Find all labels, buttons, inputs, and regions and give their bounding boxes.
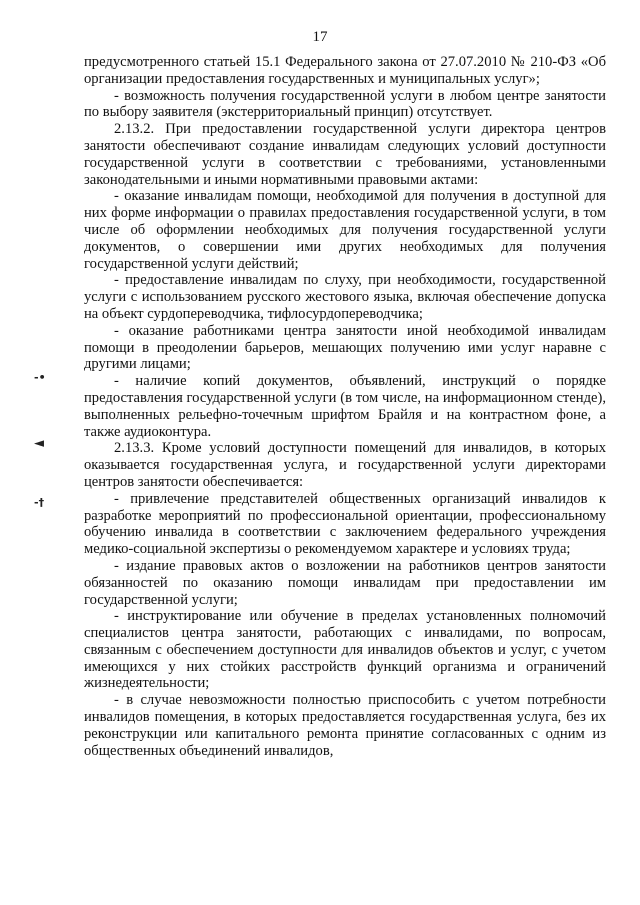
paragraph-barriers: - оказание работниками центра занятости иной необходимой инвалидам помощи в преодолении барьеров, мешающих получению ими услуг наравне с другими лицами; [84, 322, 606, 373]
paragraph-2-13-3: 2.13.3. Кроме условий доступности помещений для инвалидов, в которых оказывается государственная услуга, и государственной услуги директорами центров занятости обеспечивается: [84, 440, 606, 490]
margin-mark-1: -• [34, 371, 46, 384]
paragraph-impossibility: - в случае невозможности полностью приспособить с учетом потребности инвалидов помещения, в которых предоставляется государственная услуга, без их реконструкции или капитального ремонта принятие согласованных с одним из общественных объединений инвалидов, [84, 692, 606, 759]
paragraph-braille: - наличие копий документов, объявлений, инструкций о порядке предоставления государственной услуги (в том числе, на информационном стенде), выполненных рельефно-точечным шрифтом Брайля и на контрастном фоне, а также аудиоконтура. [84, 373, 606, 440]
paragraph-continuation: предусмотренного статьей 15.1 Федерального закона от 27.07.2010 № 210-ФЗ «Об организации предоставления государственных и муниципальных услуг»; [84, 54, 606, 87]
paragraph-organizations: - привлечение представителей общественных организаций инвалидов к разработке мероприятий по профессиональной ориентации, профессиональному обучению инвалида в соответствии с заключением федерального учреждения медико-социальной экспертизы о рекомендуемом характере и условиях труда; [84, 490, 606, 558]
paragraph-extraterritorial: - возможность получения государственной услуги в любом центре занятости по выбору заявителя (экстерриториальный принцип) отсутствует. [84, 87, 606, 121]
margin-mark-3: -† [34, 496, 45, 509]
paragraph-assistance: - оказание инвалидам помощи, необходимой для получения в доступной для них форме информации о правилах предоставления государственной услуги, в том числе об оформлении необходимых для получения государственной услуги документов, о совершении ими других необходимых для получения государственной услуги действий; [84, 188, 606, 272]
document-body [84, 54, 606, 759]
paragraph-2-13-2: 2.13.2. При предоставлении государственной услуги директора центров занятости обеспечивают создание инвалидам следующих условий доступности государственной услуги в соответствии с требованиями, установленными законодательными и иными нормативными правовыми актами: [84, 121, 606, 188]
paragraph-training: - инструктирование или обучение в пределах установленных полномочий специалистов центра занятости, работающих с инвалидами, по вопросам, связанным с обеспечением доступности для инвалидов объектов и услуг, с учетом имеющихся у них стойких расстройств функций организма и ограничений жизнедеятельности; [84, 608, 606, 692]
margin-mark-2: ◄ [34, 436, 44, 451]
page-number: 17 [312, 29, 328, 45]
paragraph-hearing: - предоставление инвалидам по слуху, при необходимости, государственной услуги с использованием русского жестового языка, включая обеспечение допуска на объект сурдопереводчика, тифлосурдопереводчика; [84, 272, 606, 322]
paragraph-legal-acts: - издание правовых актов о возложении на работников центров занятости обязанностей по оказанию помощи инвалидам при предоставлении им государственной услуги; [84, 557, 606, 608]
